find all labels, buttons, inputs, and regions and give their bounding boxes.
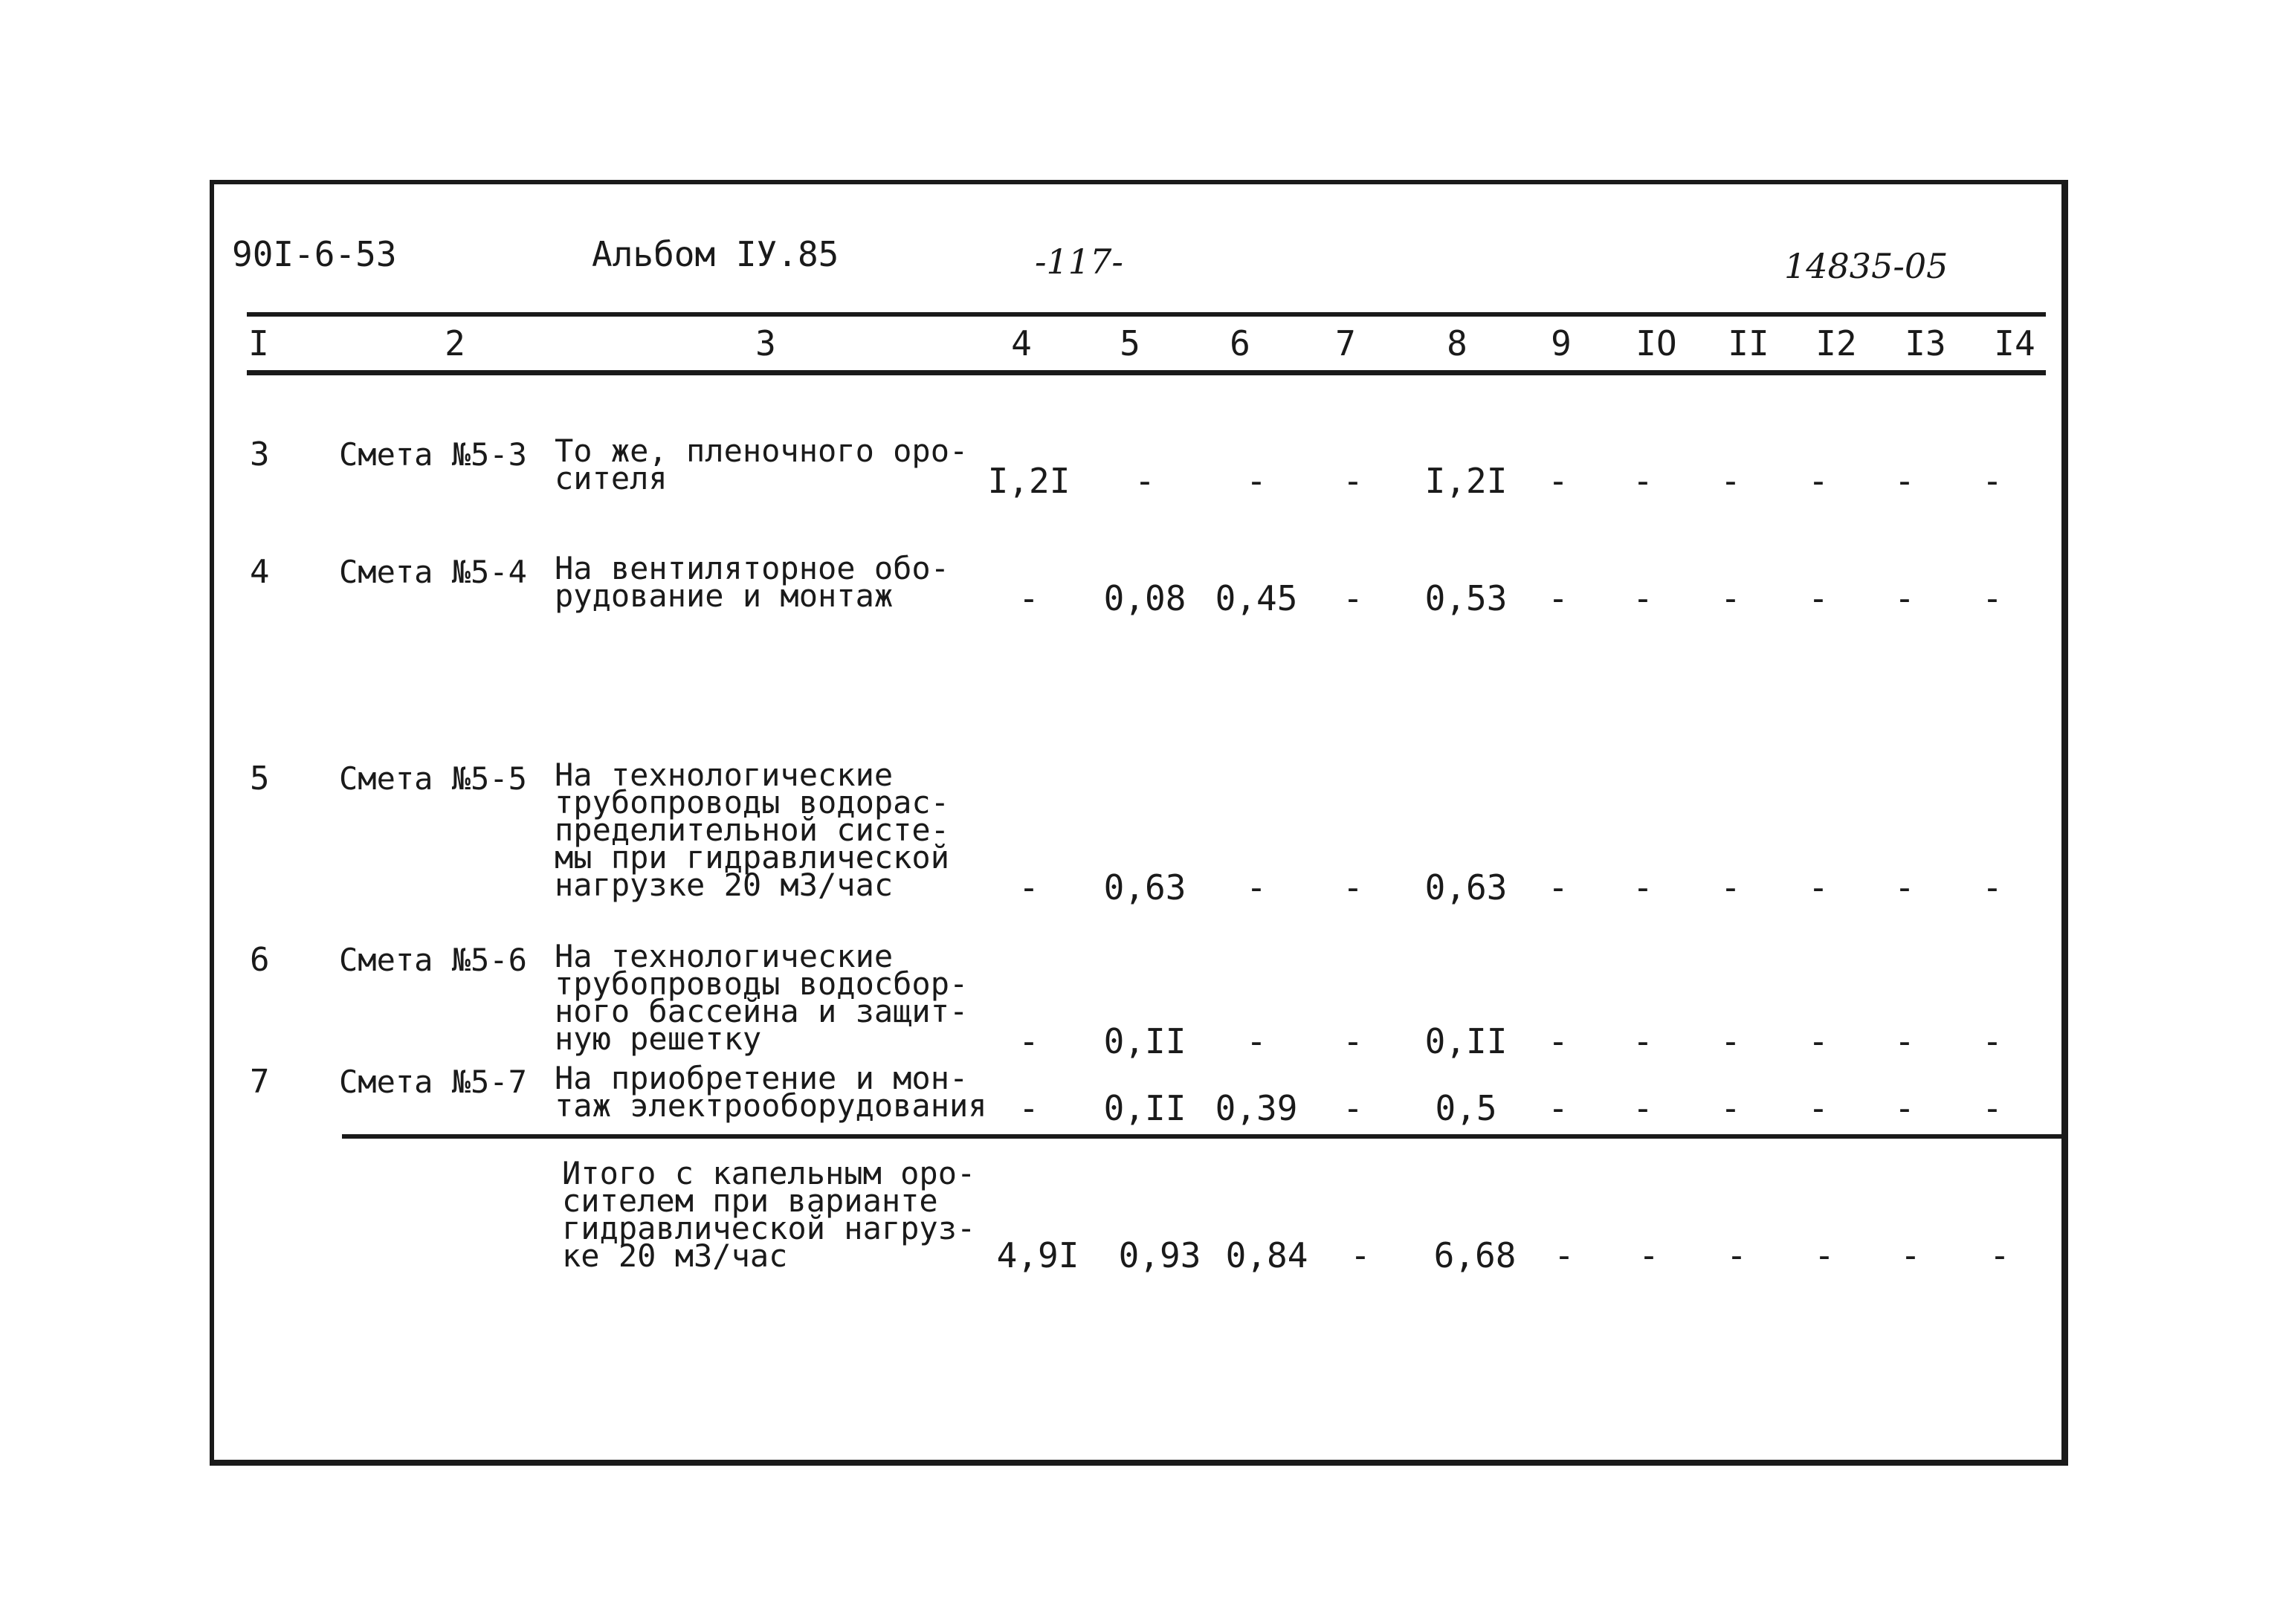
column-number-10: IO bbox=[1635, 323, 1677, 363]
column-number-8: 8 bbox=[1447, 323, 1467, 363]
value-cell-col-7: - bbox=[1343, 461, 1363, 501]
estimate-label: Смета №5-7 bbox=[339, 1064, 527, 1100]
value-cell-col-12: - bbox=[1808, 867, 1829, 908]
total-value-col-13: - bbox=[1900, 1235, 1921, 1275]
value-cell-col-5: 0,63 bbox=[1103, 867, 1186, 908]
column-number-12: I2 bbox=[1815, 323, 1857, 363]
total-value-col-6: 0,84 bbox=[1225, 1235, 1308, 1275]
value-cell-col-12: - bbox=[1808, 1021, 1829, 1061]
value-cell-col-4: I,2I bbox=[987, 461, 1071, 501]
value-cell-col-7: - bbox=[1343, 1088, 1363, 1128]
value-cell-col-10: - bbox=[1633, 578, 1653, 618]
value-cell-col-11: - bbox=[1720, 578, 1741, 618]
value-cell-col-13: - bbox=[1894, 1021, 1915, 1061]
value-cell-col-9: - bbox=[1548, 578, 1569, 618]
header-top-rule bbox=[247, 312, 2046, 317]
row-number: 3 bbox=[250, 436, 270, 473]
estimate-label: Смета №5-6 bbox=[339, 942, 527, 978]
value-cell-col-8: 0,53 bbox=[1424, 578, 1508, 618]
estimate-label: Смета №5-3 bbox=[339, 436, 527, 473]
value-cell-col-11: - bbox=[1720, 1088, 1741, 1128]
value-cell-col-10: - bbox=[1633, 461, 1653, 501]
row-number: 5 bbox=[250, 760, 270, 798]
total-description: Итого с капельным оро- сителем при варианте гидравлической нагруз- ке 20 м3/час bbox=[562, 1155, 976, 1274]
column-number-6: 6 bbox=[1230, 323, 1250, 363]
column-number-7: 7 bbox=[1335, 323, 1356, 363]
column-number-9: 9 bbox=[1551, 323, 1572, 363]
value-cell-col-11: - bbox=[1720, 461, 1741, 501]
archive-number: 14835-05 bbox=[1784, 246, 1948, 286]
value-cell-col-14: - bbox=[1982, 1021, 2003, 1061]
total-value-col-14: - bbox=[1989, 1235, 2010, 1275]
value-cell-col-4: - bbox=[1018, 1021, 1039, 1061]
value-cell-col-9: - bbox=[1548, 867, 1569, 908]
total-value-col-10: - bbox=[1638, 1235, 1659, 1275]
value-cell-col-8: 0,5 bbox=[1435, 1088, 1497, 1128]
doc-code: 90I-6-53 bbox=[232, 234, 397, 274]
page-number: -117- bbox=[1035, 242, 1123, 282]
value-cell-col-10: - bbox=[1633, 1021, 1653, 1061]
value-cell-col-10: - bbox=[1633, 1088, 1653, 1128]
value-cell-col-12: - bbox=[1808, 578, 1829, 618]
value-cell-col-5: 0,II bbox=[1103, 1021, 1186, 1061]
value-cell-col-12: - bbox=[1808, 1088, 1829, 1128]
value-cell-col-13: - bbox=[1894, 461, 1915, 501]
value-cell-col-7: - bbox=[1343, 867, 1363, 908]
column-number-3: 3 bbox=[755, 323, 776, 363]
row-number: 4 bbox=[250, 553, 270, 591]
item-description: На приобретение и мон- таж электрооборудования bbox=[555, 1060, 987, 1124]
value-cell-col-9: - bbox=[1548, 461, 1569, 501]
value-cell-col-8: 0,II bbox=[1424, 1021, 1508, 1061]
estimate-label: Смета №5-5 bbox=[339, 760, 527, 797]
value-cell-col-8: I,2I bbox=[1424, 461, 1508, 501]
value-cell-col-14: - bbox=[1982, 867, 2003, 908]
value-cell-col-6: 0,39 bbox=[1215, 1088, 1298, 1128]
value-cell-col-11: - bbox=[1720, 1021, 1741, 1061]
column-number-13: I3 bbox=[1905, 323, 1946, 363]
value-cell-col-7: - bbox=[1343, 578, 1363, 618]
column-number-1: I bbox=[248, 323, 269, 363]
total-value-col-8: 6,68 bbox=[1433, 1235, 1517, 1275]
album-label: Альбом IУ.85 bbox=[592, 234, 839, 274]
value-cell-col-9: - bbox=[1548, 1021, 1569, 1061]
value-cell-col-10: - bbox=[1633, 867, 1653, 908]
total-value-col-11: - bbox=[1726, 1235, 1747, 1275]
total-value-col-4: 4,9I bbox=[996, 1235, 1079, 1275]
value-cell-col-14: - bbox=[1982, 461, 2003, 501]
value-cell-col-13: - bbox=[1894, 1088, 1915, 1128]
value-cell-col-7: - bbox=[1343, 1021, 1363, 1061]
item-description: На вентиляторное обо- рудование и монтаж bbox=[555, 550, 950, 614]
total-value-col-9: - bbox=[1554, 1235, 1575, 1275]
item-description: На технологические трубопроводы водосбор- ного бассейна и защит- ную решетку bbox=[555, 938, 969, 1057]
column-number-2: 2 bbox=[445, 323, 465, 363]
value-cell-col-6: 0,45 bbox=[1215, 578, 1298, 618]
item-description: То же, пленочного оро- сителя bbox=[555, 433, 969, 496]
header-bottom-rule bbox=[247, 370, 2046, 375]
column-number-5: 5 bbox=[1120, 323, 1140, 363]
value-cell-col-4: - bbox=[1018, 867, 1039, 908]
column-number-14: I4 bbox=[1994, 323, 2035, 363]
item-description: На технологические трубопроводы водорас- пределительной систе- мы при гидравлической нагрузке 20 м3/час bbox=[555, 757, 950, 903]
value-cell-col-11: - bbox=[1720, 867, 1741, 908]
value-cell-col-13: - bbox=[1894, 867, 1915, 908]
column-number-4: 4 bbox=[1011, 323, 1032, 363]
total-separator-rule bbox=[342, 1134, 2067, 1139]
value-cell-col-5: 0,08 bbox=[1103, 578, 1186, 618]
value-cell-col-4: - bbox=[1018, 578, 1039, 618]
total-value-col-12: - bbox=[1814, 1235, 1835, 1275]
value-cell-col-6: - bbox=[1246, 461, 1267, 501]
value-cell-col-6: - bbox=[1246, 1021, 1267, 1061]
value-cell-col-14: - bbox=[1982, 1088, 2003, 1128]
row-number: 6 bbox=[250, 941, 270, 979]
value-cell-col-8: 0,63 bbox=[1424, 867, 1508, 908]
value-cell-col-9: - bbox=[1548, 1088, 1569, 1128]
total-value-col-5: 0,93 bbox=[1118, 1235, 1201, 1275]
estimate-label: Смета №5-4 bbox=[339, 554, 527, 590]
row-number: 7 bbox=[250, 1063, 270, 1101]
value-cell-col-5: - bbox=[1134, 461, 1155, 501]
value-cell-col-6: - bbox=[1246, 867, 1267, 908]
value-cell-col-12: - bbox=[1808, 461, 1829, 501]
value-cell-col-4: - bbox=[1018, 1088, 1039, 1128]
total-value-col-7: - bbox=[1350, 1235, 1371, 1275]
value-cell-col-14: - bbox=[1982, 578, 2003, 618]
column-number-11: II bbox=[1728, 323, 1769, 363]
value-cell-col-13: - bbox=[1894, 578, 1915, 618]
value-cell-col-5: 0,II bbox=[1103, 1088, 1186, 1128]
